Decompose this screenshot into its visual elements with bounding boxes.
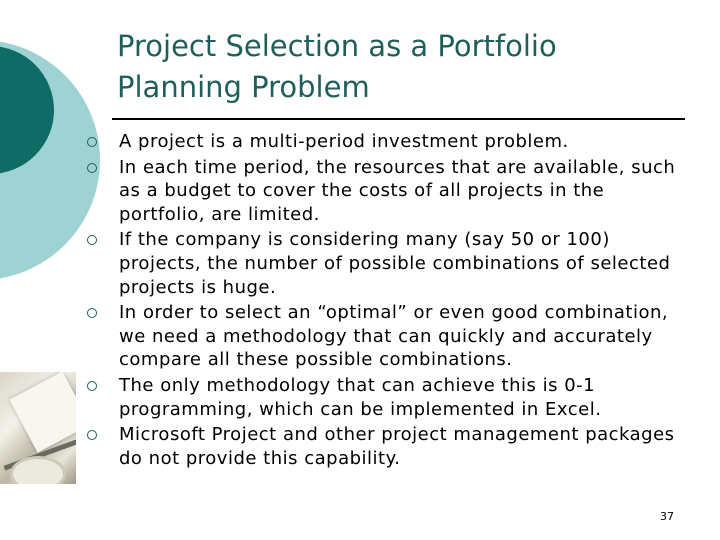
bullet-text: In each time period, the resources that are available, such as a budget to cover the costs of all projects in the portfolio, are limited. <box>119 156 676 225</box>
photo-cup-shape <box>10 456 66 484</box>
page-number: 37 <box>660 510 674 523</box>
bullet-text: A project is a multi-period investment problem. <box>119 131 569 152</box>
bullet-item <box>87 301 687 372</box>
bullet-text: The only methodology that can achieve this is 0-1 programming, which can be implemented in Excel. <box>119 374 602 420</box>
bullet-text: Microsoft Project and other project management packages do not provide this capability. <box>119 424 675 469</box>
bullet-item <box>87 374 687 421</box>
photo-paper-shape <box>9 372 76 453</box>
bullet-item <box>87 156 687 227</box>
bullet-item <box>87 423 687 470</box>
bullet-item <box>87 228 687 299</box>
slide-title <box>117 26 677 108</box>
bullet-text: If the company is considering many (say 50 or 100) projects, the number of possible combinations of selected projects is huge. <box>119 229 671 298</box>
bullet-item <box>87 130 687 154</box>
slide-title-line-2: Planning Problem <box>117 70 370 104</box>
title-divider <box>112 118 685 120</box>
bullet-circle-icon <box>87 381 97 391</box>
bullet-circle-icon <box>87 430 97 440</box>
bullet-text: In order to select an “optimal” or even good combination, we need a methodology that can quickly and accurately compare all these possible combinations. <box>119 302 669 371</box>
bullet-circle-icon <box>87 137 97 147</box>
desk-photo-image <box>0 372 76 484</box>
bullet-circle-icon <box>87 308 97 318</box>
bullet-list <box>87 130 687 472</box>
bullet-circle-icon <box>87 235 97 245</box>
bullet-circle-icon <box>87 163 97 173</box>
slide-title-line-1: Project Selection as a Portfolio <box>117 29 557 63</box>
